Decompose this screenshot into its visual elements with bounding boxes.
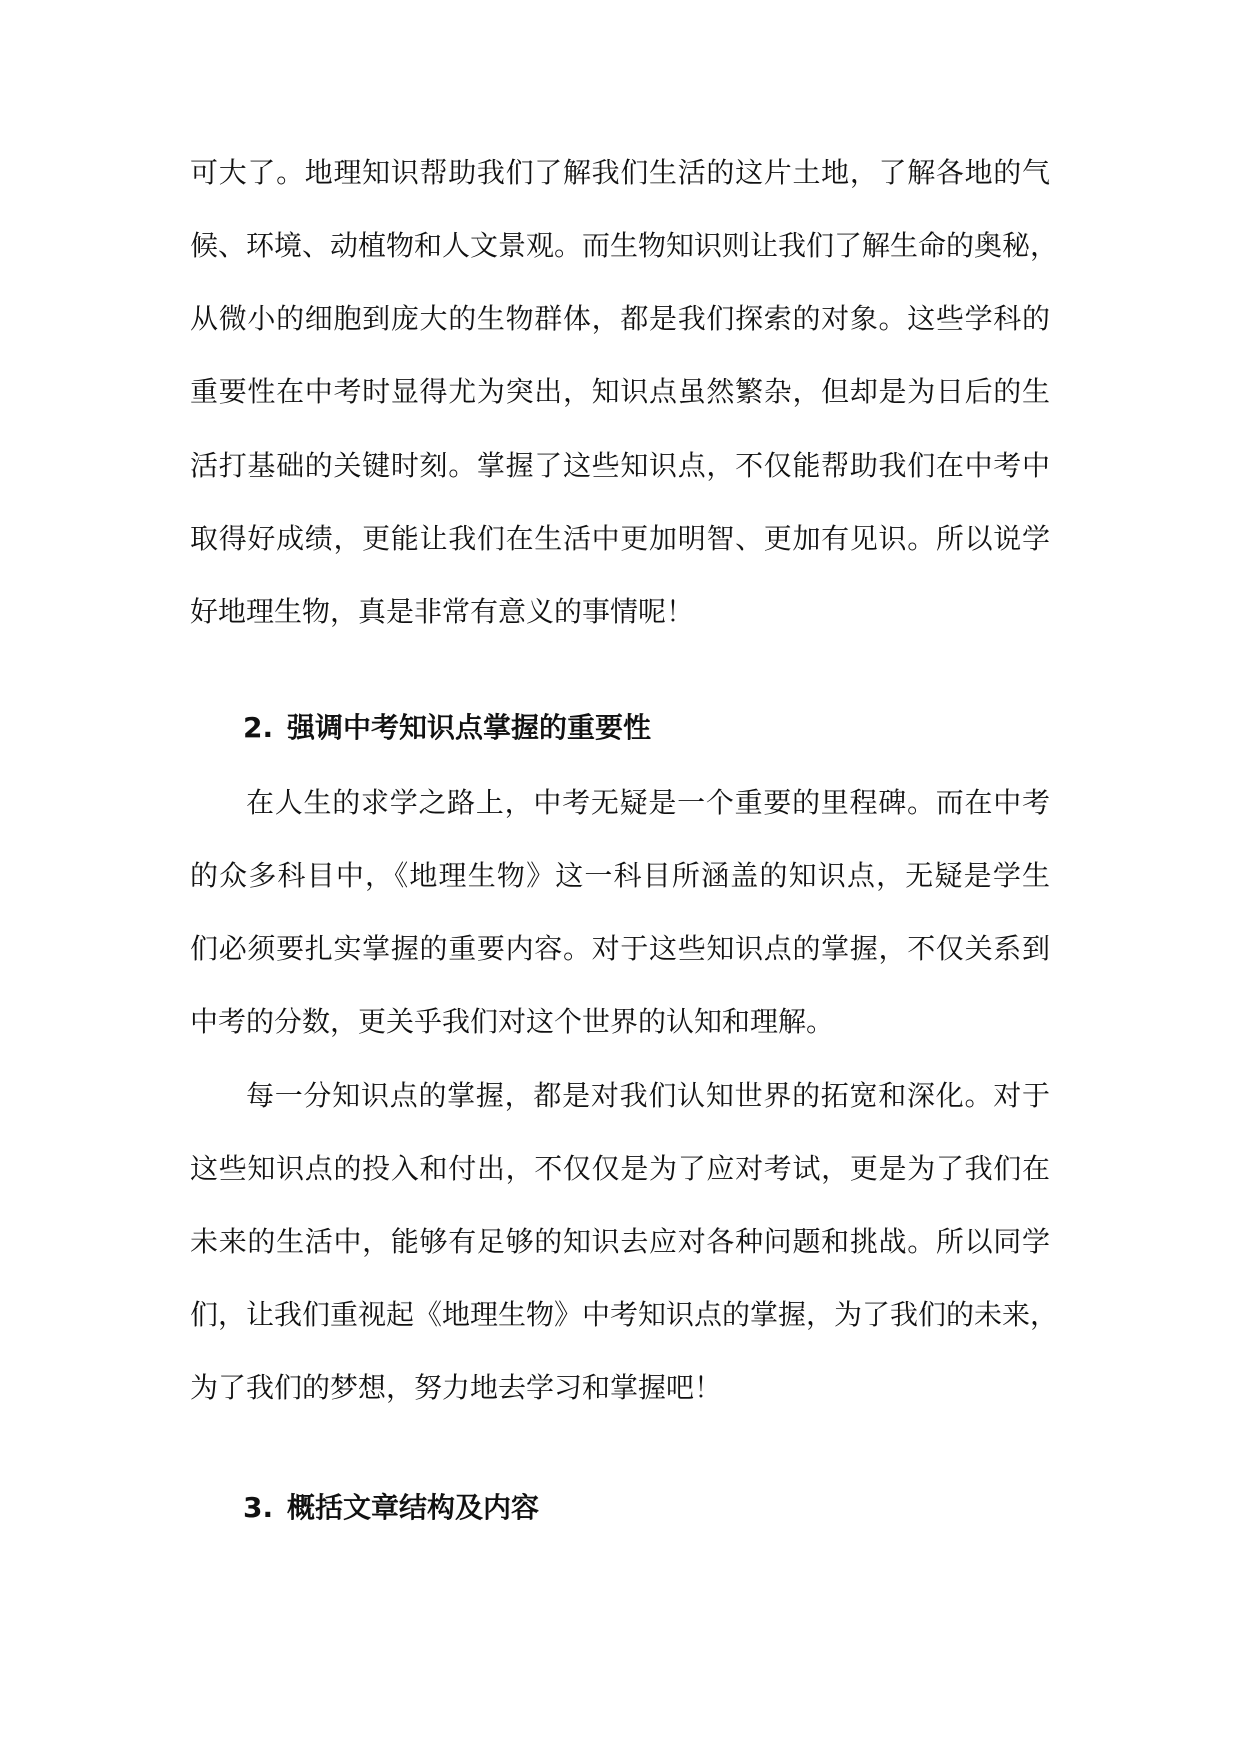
- heading-title: 概括文章结构及内容: [287, 1491, 540, 1524]
- text-line: 为了我们的梦想，努力地去学习和掌握吧！: [190, 1371, 723, 1404]
- text-line: 从微小的细胞到庞大的生物群体，都是我们探索的对象。这些学科的: [190, 302, 1050, 335]
- heading-number: 3.: [243, 1491, 274, 1524]
- heading-number: 2.: [243, 711, 274, 744]
- section-heading-3: [243, 1488, 539, 1528]
- text-line: 的众多科目中，《地理生物》这一科目所涵盖的知识点，无疑是学生: [190, 859, 1050, 892]
- text-line: 们，让我们重视起《地理生物》中考知识点的掌握，为了我们的未来，: [190, 1298, 1059, 1331]
- text-line: 好地理生物，真是非常有意义的事情呢！: [190, 595, 695, 628]
- text-line: 中考的分数，更关乎我们对这个世界的认知和理解。: [190, 1005, 835, 1038]
- text-line: 每一分知识点的掌握，都是对我们认知世界的拓宽和深化。对于: [246, 1079, 1050, 1112]
- text-line: 这些知识点的投入和付出，不仅仅是为了应对考试，更是为了我们在: [190, 1152, 1050, 1185]
- text-line: 活打基础的关键时刻。掌握了这些知识点，不仅能帮助我们在中考中: [190, 449, 1050, 482]
- text-line: 未来的生活中，能够有足够的知识去应对各种问题和挑战。所以同学: [190, 1225, 1050, 1258]
- text-line: 取得好成绩，更能让我们在生活中更加明智、更加有见识。所以说学: [190, 522, 1050, 555]
- text-line: 在人生的求学之路上，中考无疑是一个重要的里程碑。而在中考: [246, 786, 1050, 819]
- text-line: 可大了。地理知识帮助我们了解我们生活的这片土地，了解各地的气: [190, 156, 1050, 189]
- section-heading-2: [243, 708, 651, 748]
- heading-title: 强调中考知识点掌握的重要性: [287, 711, 652, 744]
- text-line: 重要性在中考时显得尤为突出，知识点虽然繁杂，但却是为日后的生: [190, 375, 1050, 408]
- text-line: 们必须要扎实掌握的重要内容。对于这些知识点的掌握，不仅关系到: [190, 932, 1050, 965]
- text-line: 候、环境、动植物和人文景观。而生物知识则让我们了解生命的奥秘，: [190, 229, 1059, 262]
